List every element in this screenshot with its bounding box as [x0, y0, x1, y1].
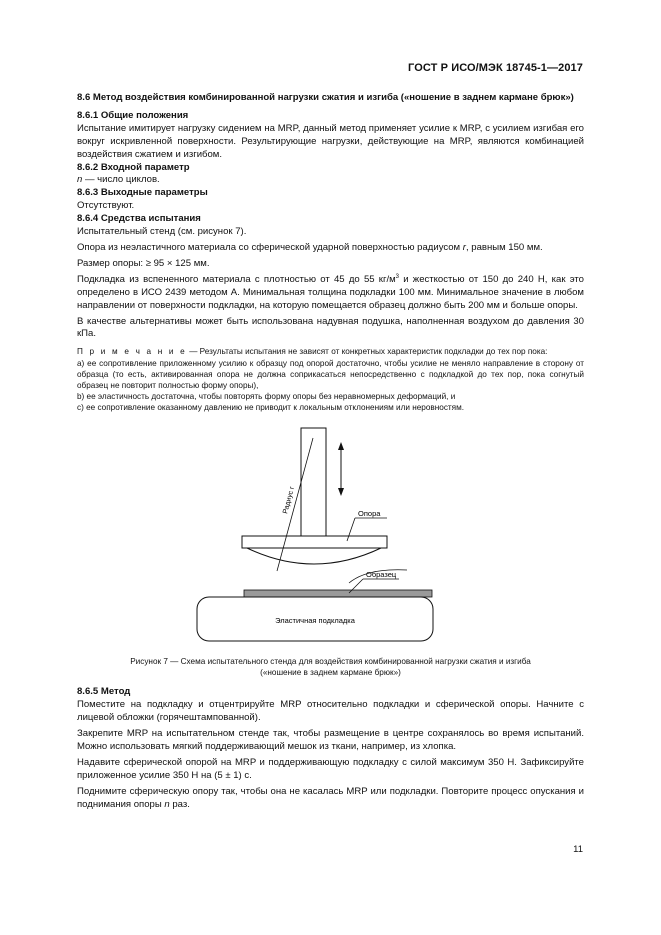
support-label: Опора	[358, 508, 381, 518]
paragraph-method-1: Поместите на подкладку и отцентрируйте MRP относительно подкладки и сферической опоры. Начните с лицевой обложки (горячештампованной).	[77, 699, 584, 724]
sample-label: Образец	[366, 569, 397, 579]
paragraph-general-text: Испытание имитирует нагрузку сидением на MRP, данный метод применяет усилие к MRP, с усилием изгибая его вокруг искривленной поверхности. Результирующие нагрузки, действующие на MRP, являются комбинацией воздействия сжатием и изгибом.	[77, 122, 584, 160]
rod	[301, 428, 326, 536]
paragraph-equipment-4	[77, 274, 584, 313]
page-content	[77, 92, 584, 812]
note-block	[77, 346, 584, 413]
subsection-title-8-6-1: 8.6.1 Общие положения	[77, 109, 189, 121]
figure-caption-line-2: («ношение в заднем кармане брюк»)	[260, 667, 401, 677]
paragraph-equipment-2	[77, 242, 584, 255]
figure-caption	[77, 656, 584, 679]
variable-n-method: n	[164, 798, 170, 810]
paragraph-equipment-4a: Подкладка из вспененного материала с плотностью от 45 до 55 кг/м	[77, 273, 396, 285]
paragraph-equipment-2b: , равным 150 мм.	[465, 241, 543, 253]
pad-label: Эластичная подкладка	[275, 615, 355, 625]
note-item-b: b) ее эластичность достаточна, чтобы повторять форму опоры без неравномерных деформаций, и	[77, 392, 456, 402]
page-number: 11	[573, 844, 583, 855]
paragraph-equipment-2a: Опора из неэластичного материала со сферической ударной поверхностью радиусом	[77, 241, 463, 253]
paragraph-general	[77, 123, 584, 162]
figure-caption-line-1: Рисунок 7 — Схема испытательного стенда для воздействия комбинированной нагрузки сжатия и изгиба	[130, 656, 531, 666]
spherical-surface	[247, 548, 381, 564]
variable-r: r	[462, 241, 466, 253]
subsection-title-8-6-3: 8.6.3 Выходные параметры	[77, 187, 208, 199]
variable-n: n	[77, 174, 83, 186]
paragraph-equipment-4b: и жесткостью от 150 до 240 Н, как это определено в ИСО 2439 методом А. Минимальная толщина подкладки 100 мм. Минимальное значение в любом направлении от поверхности подкладки, на которую помещается образец должно быть 200 мм и больше опоры.	[77, 273, 584, 311]
paragraph-method-2: Закрепите MRP на испытательном стенде так, чтобы размещение в центре сохранялось во время испытаний. Можно использовать мягкий поддерживающий мешок из ткани, например, из хлопка.	[77, 728, 584, 752]
paragraph-equipment-5: В качестве альтернативы может быть использована надувная подушка, наполненная воздухом до давления 30 кПа.	[77, 315, 584, 340]
note-item-c: c) ее сопротивление оказанному давлению не приводит к локальным отклонениям или неровностям.	[77, 403, 464, 413]
paragraph-method-3: Надавите сферической опорой на MRP и поддерживающую подкладку с силой максимум 350 Н. Зафиксируйте приложенное усилие 350 Н на (5 ± 1) с.	[77, 756, 584, 781]
subsection-title-8-6-5: 8.6.5 Метод	[77, 686, 131, 698]
paragraph-input-text: — число циклов.	[82, 174, 160, 186]
paragraph-method-4b: раз.	[169, 798, 190, 810]
paragraph-input	[77, 174, 584, 187]
paragraph-method-4	[77, 786, 584, 812]
arrow-up-icon	[338, 442, 344, 450]
paragraph-equipment-3: Размер опоры: ≥ 95 × 125 мм.	[77, 257, 210, 269]
arrow-down-icon	[338, 488, 344, 496]
subsection-title-8-6-2: 8.6.2 Входной параметр	[77, 161, 190, 173]
note-text: — Результаты испытания не зависят от конкретных характеристик подкладки до тех пор пока:	[186, 347, 548, 357]
sample	[244, 590, 432, 597]
note-intro	[77, 346, 584, 357]
subsection-title-8-6-4: 8.6.4 Средства испытания	[77, 213, 201, 225]
note-label: П р и м е ч а н и е	[77, 347, 187, 357]
figure-7	[77, 418, 584, 653]
note-item-a: a) ее сопротивление приложенному усилию к образцу под опорой достаточно, чтобы усилие не меняло направление в сторону от образца (то есть, активированная опора не должна соприкасаться непосредственно с подкладкой до тех пор, пока согнутый образец не повторит полностью форму опоры),	[77, 358, 584, 390]
paragraph-method-4a: Поднимите сферическую опору так, чтобы она не касалась MRP или подкладки. Повторите процесс опускания и поднимания опоры	[77, 785, 584, 810]
support-plate	[242, 536, 387, 548]
paragraph-output: Отсутствуют.	[77, 200, 135, 212]
test-stand-diagram	[77, 418, 584, 653]
superscript-3: 3	[395, 273, 400, 280]
radius-label: Радиус r	[282, 485, 297, 515]
paragraph-equipment-1: Испытательный стенд (см. рисунок 7).	[77, 226, 247, 238]
section-title: 8.6 Метод воздействия комбинированной нагрузки сжатия и изгиба («ношение в заднем кармане брюк»)	[77, 92, 574, 103]
document-header: ГОСТ Р ИСО/МЭК 18745-1—2017	[408, 62, 583, 74]
